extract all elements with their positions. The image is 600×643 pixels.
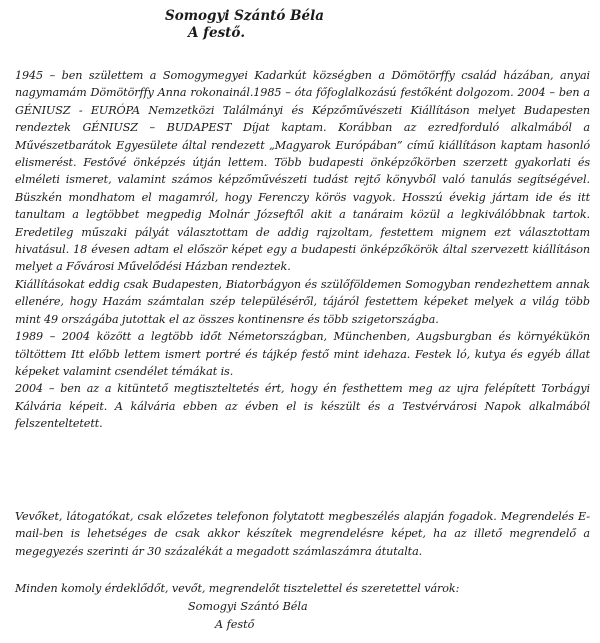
paragraph: Kiállításokat eddig csak Budapesten, Biatorbágyon és szülőföldemen Somogyban rendezhettem annak ellenére, hogy Hazám számtalan szép településéről, tájáról festettem képeket melyek a világ több mint 49 országába jutottak el az összes kontinensre és több szigetországba. bbox=[15, 277, 590, 326]
biography-text bbox=[15, 67, 590, 433]
paragraph: 1945 – ben születtem a Somogymegyei Kadarkút községben a Dömötörffy család házában, anyai nagymamám Dömötörffy Anna rokonainál.1985 – óta főfoglalkozású festőként dolgozom. 2004 – ben a GÉNIUSZ - EURÓPA Nemzetközi Találmányi és Képzőművészeti Kiállításon melyet Budapesten rendeztek GÉNIUSZ – BUDAPEST Díjat kaptam. Korábban az ezredforduló alkalmából a Művészetbarátok Egyesülete által rendezett „Magyarok Európában” című kiállításon kaptam hasonló elismerést. Festővé önképzés útján lettem. Több budapesti önképzőkörben szerzett gyakorlati és elméleti ismeret, valamint számos képzőművészeti tudást rejtő könyvből való tanulás segítségével. Büszkén mondhatom el magamról, hogy Ferenczy körös vagyok. Hosszú évekig jártam ide és itt tanultam a legtöbbet megpedig Molnár Józseftől akit a tanáraim közül a legkiválóbbnak tartok. Eredetileg műszaki pályát választottam de addig rajzoltam, festettem mignem ezt választottam hivatásul. 18 évesen adtam el először képet egy a budapesti önképzőkörök által szervezett kiállításon melyet a Fővárosi Művelődési Házban rendeztek. bbox=[15, 69, 590, 274]
signature-name: Somogyi Szántó Béla bbox=[188, 600, 308, 613]
author-name-heading: Somogyi Szántó Béla bbox=[165, 8, 324, 24]
closing-line: Minden komoly érdeklődőt, vevőt, megrendelőt tisztelettel és szeretettel várok: bbox=[15, 582, 460, 595]
signature-title: A festő bbox=[215, 618, 255, 631]
paragraph: 2004 – ben az a kitüntető megtiszteltetés ért, hogy én festhettem meg az ujra felépített Torbágyi Kálvária képeit. A kálvária ebben az évben el is készült és a Testvérvárosi Napok alkalmából felszenteltetett. bbox=[15, 382, 590, 431]
paragraph: 1989 – 2004 között a legtöbb időt Németországban, Münchenben, Augsburgban és környékükön töltöttem Itt előbb lettem ismert portré és tájkép festő mint idehaza. Festek ló, kutya és egyéb állat képeket valamint csendélet témákat is. bbox=[15, 330, 590, 378]
author-title-heading: A festő. bbox=[188, 25, 246, 41]
contact-paragraph: Vevőket, látogatókat, csak előzetes telefonon folytatott megbeszélés alapján fogadok. Megrendelés E-mail-ben is lehetséges de csak akkor készítek megrendelésre képet, ha az illető megrendelő a megegyezés szerinti ár 30 százalékát a megadott számlaszámra átutalta. bbox=[15, 510, 590, 558]
